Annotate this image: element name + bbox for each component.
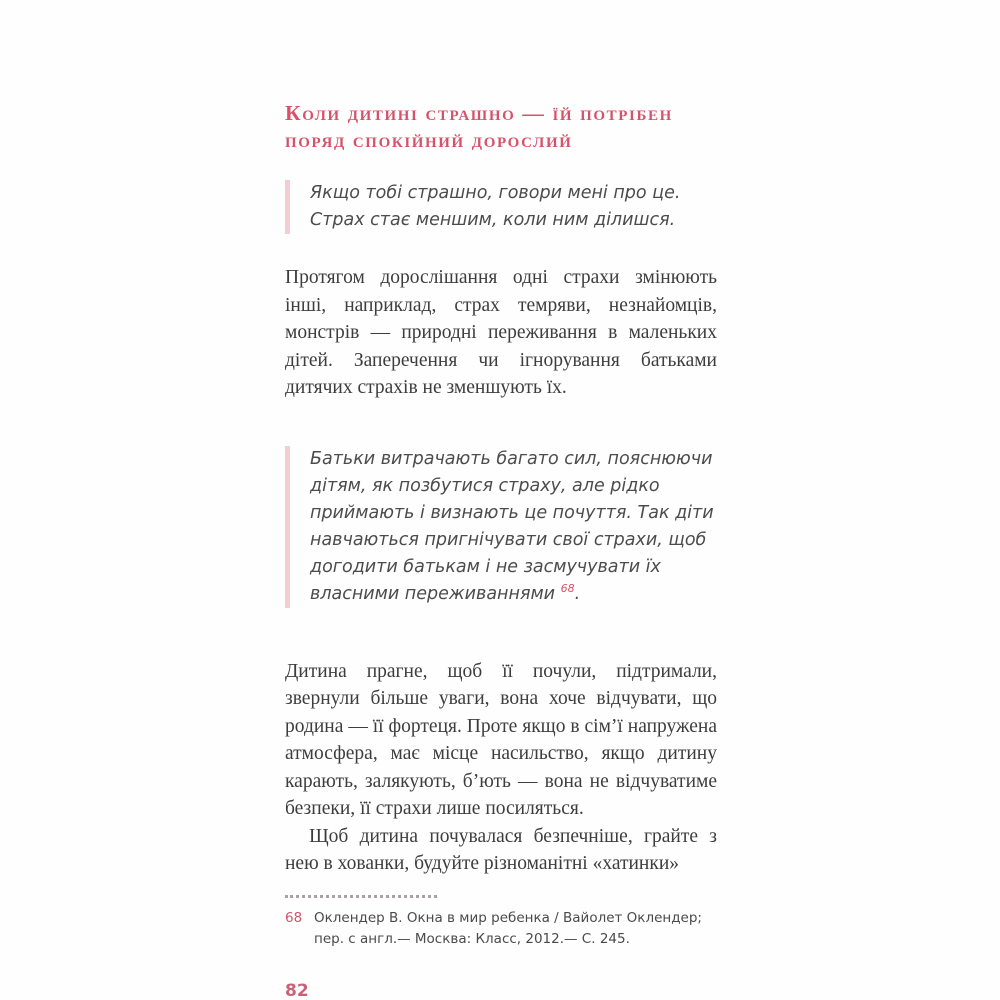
footnote-reference-68: 68 bbox=[560, 581, 575, 595]
pull-quote-1 bbox=[285, 180, 717, 234]
footnote-number: 68 bbox=[285, 909, 303, 926]
body-paragraph-1: Протягом дорослішання одні страхи змінюють інші, наприклад, страх темряви, незнайомців, монстрів — природні переживання в маленьких дітей. Заперечення чи ігнорування батьками дитячих страхів не зменшують їх. bbox=[285, 267, 717, 398]
page-number: 82 bbox=[285, 980, 309, 1000]
footnote-separator bbox=[285, 895, 437, 898]
body-paragraph-2: Дитина прагне, щоб її почули, підтримали, звернули більше уваги, вона хоче відчувати, що родина — її фортеця. Проте якщо в сім’ї напружена атмосфера, має місце насильство, якщо дитину карають, залякують, б’ють — вона не відчуватиме безпеки, її страхи лише посиляться. bbox=[285, 660, 717, 819]
footnote bbox=[285, 908, 717, 950]
body-paragraph-3: Щоб дитина почувалася безпечніше, грайте з нею в хованки, будуйте різноманітні «хатинки» bbox=[285, 825, 717, 874]
pull-quote-1-text: Якщо тобі страшно, говори мені про це. Страх стає меншим, коли ним ділишся. bbox=[310, 183, 681, 230]
chapter-heading: Коли дитині страшно — їй потрібен поряд спокійний дорослий bbox=[285, 101, 673, 152]
pull-quote-2-period: . bbox=[574, 583, 581, 604]
footnote-text: Оклендер В. Окна в мир ребенка / Вайолет Оклендер; пер. с англ.— Москва: Класс, 2012.— С. 245. bbox=[314, 909, 702, 947]
page-content bbox=[285, 100, 717, 1000]
pull-quote-2-text: Батьки витрачають багато сил, пояснюючи дітям, як позбутися страху, але рідко приймають і визнають це почуття. Так діти навчаються пригнічувати свої страхи, щоб догодити батькам і не засмучувати їх власними переживаннями bbox=[310, 448, 714, 604]
pull-quote-2 bbox=[285, 446, 717, 608]
